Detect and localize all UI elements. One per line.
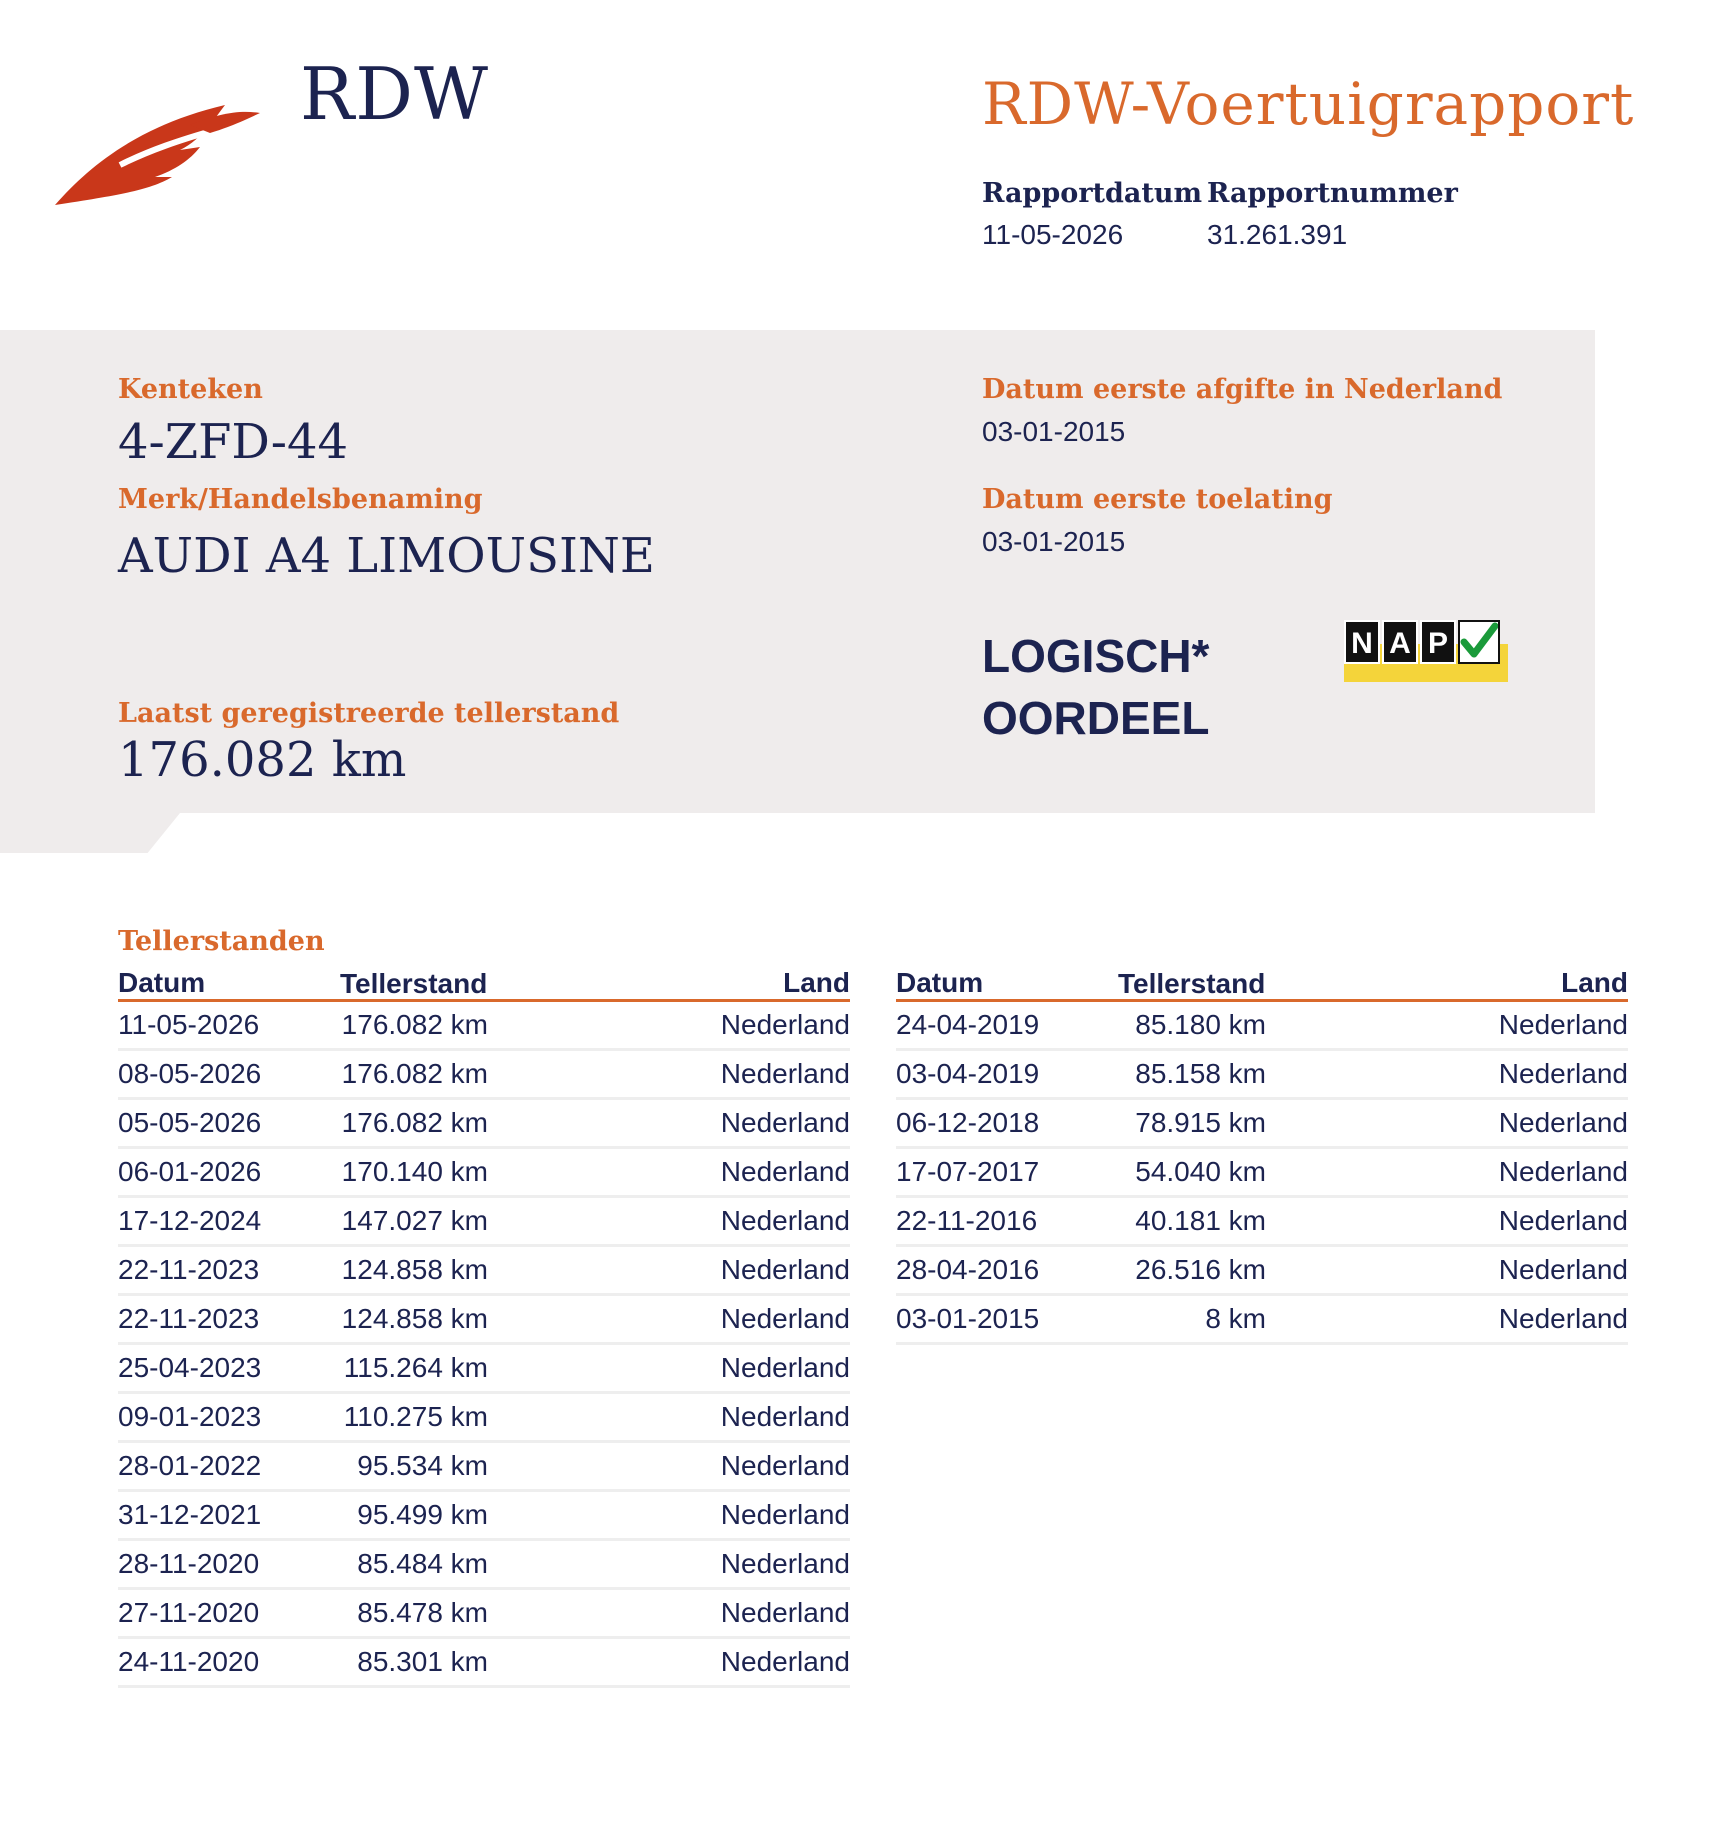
odometer-section-title: Tellerstanden [118, 926, 325, 957]
cell-odometer: 147.027 km [341, 1205, 488, 1236]
cell-date: 31-12-2021 [118, 1499, 262, 1530]
table-row [118, 1443, 850, 1492]
cell-country: Nederland [720, 1254, 850, 1285]
col-header-date: Datum [896, 967, 984, 998]
table-row [896, 1247, 1628, 1296]
cell-country: Nederland [720, 1597, 850, 1628]
cell-date: 03-01-2015 [896, 1303, 1040, 1334]
table-row [118, 1051, 850, 1100]
odometer-table-right [896, 968, 1628, 1345]
cell-date: 22-11-2016 [896, 1205, 1038, 1236]
cell-date: 25-04-2023 [118, 1352, 262, 1383]
logo-text: RDW [300, 52, 489, 136]
table-row [896, 1100, 1628, 1149]
cell-odometer: 8 km [1205, 1303, 1266, 1334]
verdict-line-1: LOGISCH* [982, 630, 1210, 682]
cell-date: 22-11-2023 [118, 1303, 260, 1334]
cell-odometer: 124.858 km [341, 1254, 488, 1285]
report-number-block [1207, 178, 1458, 251]
cell-date: 28-11-2020 [118, 1548, 260, 1579]
cell-country: Nederland [720, 1156, 850, 1187]
cell-odometer: 85.301 km [357, 1646, 488, 1677]
cell-date: 17-07-2017 [896, 1156, 1040, 1187]
table-row [118, 1394, 850, 1443]
make-label: Merk/Handelsbenaming [118, 484, 483, 515]
cell-date: 28-01-2022 [118, 1450, 262, 1481]
cell-country: Nederland [720, 1646, 850, 1677]
checkmark-icon [1458, 620, 1500, 664]
cell-odometer: 124.858 km [341, 1303, 488, 1334]
plate-label: Kenteken [118, 374, 263, 405]
cell-odometer: 85.180 km [1135, 1009, 1266, 1040]
report-title: RDW-Voertuigrapport [982, 70, 1635, 138]
cell-country: Nederland [720, 1450, 850, 1481]
col-header-date: Datum [118, 967, 206, 998]
nap-letter-p: P [1420, 620, 1456, 664]
table-row [118, 1149, 850, 1198]
cell-odometer: 95.499 km [357, 1499, 488, 1530]
cell-date: 17-12-2024 [118, 1205, 262, 1236]
table-row [896, 1198, 1628, 1247]
table-row [896, 1296, 1628, 1345]
cell-odometer: 85.484 km [357, 1548, 488, 1579]
cell-country: Nederland [720, 1303, 850, 1334]
cell-country: Nederland [720, 1205, 850, 1236]
cell-date: 22-11-2023 [118, 1254, 260, 1285]
cell-country: Nederland [1498, 1254, 1628, 1285]
col-header-country: Land [783, 967, 850, 998]
first-issue-nl-label: Datum eerste afgifte in Nederland [982, 374, 1503, 405]
col-header-odometer: Tellerstand [340, 968, 488, 999]
cell-odometer: 85.158 km [1135, 1058, 1266, 1089]
cell-country: Nederland [1498, 1009, 1628, 1040]
cell-date: 11-05-2026 [118, 1009, 260, 1040]
table-row [896, 1051, 1628, 1100]
cell-date: 03-04-2019 [896, 1058, 1040, 1089]
cell-country: Nederland [1498, 1205, 1628, 1236]
odometer-table-left [118, 968, 850, 1688]
nap-check-icon [1344, 618, 1508, 682]
last-odometer-label: Laatst geregistreerde tellerstand [118, 698, 620, 729]
cell-country: Nederland [720, 1499, 850, 1530]
cell-country: Nederland [720, 1009, 850, 1040]
cell-odometer: 115.264 km [343, 1352, 488, 1383]
first-admission-value: 03-01-2015 [982, 526, 1126, 557]
cell-date: 27-11-2020 [118, 1597, 260, 1628]
first-issue-nl-value: 03-01-2015 [982, 416, 1126, 447]
table-header [896, 968, 1628, 1002]
last-odometer-value: 176.082 km [118, 732, 407, 788]
cell-date: 24-11-2020 [118, 1646, 260, 1677]
cell-country: Nederland [720, 1107, 850, 1138]
cell-odometer: 26.516 km [1135, 1254, 1266, 1285]
nap-letter-a: A [1382, 620, 1418, 664]
table-row [118, 1198, 850, 1247]
table-row [896, 1002, 1628, 1051]
table-row [118, 1541, 850, 1590]
cell-date: 08-05-2026 [118, 1058, 262, 1089]
cell-odometer: 78.915 km [1135, 1107, 1266, 1138]
table-row [118, 1002, 850, 1051]
cell-odometer: 176.082 km [341, 1058, 488, 1089]
verdict-line-2: OORDEEL [982, 692, 1210, 744]
table-row [118, 1639, 850, 1688]
plate-value: 4-ZFD-44 [118, 414, 349, 470]
cell-odometer: 40.181 km [1135, 1205, 1266, 1236]
cell-odometer: 170.140 km [341, 1156, 488, 1187]
cell-odometer: 176.082 km [341, 1009, 488, 1040]
make-value: AUDI A4 LIMOUSINE [118, 528, 655, 584]
cell-date: 24-04-2019 [896, 1009, 1040, 1040]
rdw-wing-icon [50, 95, 270, 215]
cell-date: 28-04-2016 [896, 1254, 1040, 1285]
panel-tab-shape [0, 813, 180, 853]
cell-country: Nederland [1498, 1107, 1628, 1138]
cell-odometer: 110.275 km [343, 1401, 488, 1432]
report-date-label: Rapportdatum [982, 178, 1203, 209]
cell-country: Nederland [720, 1352, 850, 1383]
table-row [118, 1100, 850, 1149]
cell-date: 06-12-2018 [896, 1107, 1040, 1138]
col-header-odometer: Tellerstand [1118, 968, 1266, 999]
nap-letter-n: N [1344, 620, 1380, 664]
table-row [118, 1247, 850, 1296]
cell-country: Nederland [1498, 1303, 1628, 1334]
cell-odometer: 54.040 km [1135, 1156, 1266, 1187]
cell-country: Nederland [720, 1058, 850, 1089]
cell-date: 09-01-2023 [118, 1401, 262, 1432]
cell-country: Nederland [1498, 1058, 1628, 1089]
cell-date: 06-01-2026 [118, 1156, 262, 1187]
report-number-label: Rapportnummer [1207, 178, 1458, 209]
cell-country: Nederland [720, 1401, 850, 1432]
first-admission-label: Datum eerste toelating [982, 484, 1333, 515]
nap-verdict [982, 625, 1209, 749]
cell-odometer: 85.478 km [357, 1597, 488, 1628]
report-number-value: 31.261.391 [1207, 219, 1348, 250]
report-date-block [982, 178, 1202, 251]
table-row [118, 1590, 850, 1639]
cell-odometer: 176.082 km [341, 1107, 488, 1138]
cell-date: 05-05-2026 [118, 1107, 262, 1138]
table-row [896, 1149, 1628, 1198]
table-row [118, 1492, 850, 1541]
table-header [118, 968, 850, 1002]
cell-country: Nederland [720, 1548, 850, 1579]
report-date-value: 11-05-2026 [982, 219, 1124, 250]
cell-country: Nederland [1498, 1156, 1628, 1187]
col-header-country: Land [1561, 967, 1628, 998]
table-row [118, 1345, 850, 1394]
table-row [118, 1296, 850, 1345]
cell-odometer: 95.534 km [357, 1450, 488, 1481]
